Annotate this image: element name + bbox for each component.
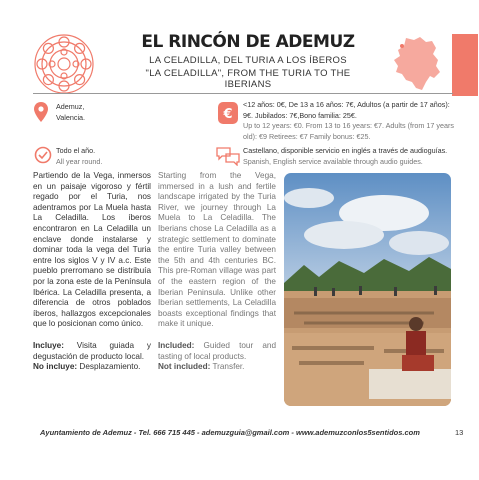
location-text <box>56 102 146 123</box>
language-es: Castellano, disponible servicio en inglés a través de audioguías. <box>243 146 448 155</box>
svg-text:€: € <box>223 107 233 122</box>
location-line-1: Ademuz, <box>56 102 85 111</box>
prices-en: Up to 12 years: €0. From 13 to 16 years: €7. Adults (from 17 years old): €9 Retirees: €7 Family bonus: €25. <box>243 121 454 141</box>
season-en: All year round. <box>56 156 103 166</box>
archaeological-site-photo <box>284 173 451 406</box>
subtitle-english: "LA CELADILLA", FROM THE TURIA TO THE IBERIANS <box>145 68 351 90</box>
footer-contact: Ayuntamiento de Ademuz - Tel. 666 715 445 - ademuzguia@gmail.com - www.ademuzconlos5sentidos.com <box>40 428 420 437</box>
divider <box>33 93 453 94</box>
includes-english <box>158 341 276 373</box>
subtitle-spanish: LA CELADILLA, DEL TURIA A LOS ÍBEROS <box>149 55 347 66</box>
not-included-label: Not included: <box>158 362 211 372</box>
no-incluye-label: No incluye: <box>33 362 78 372</box>
incluye-text: Visita guiada y degustación de producto local. <box>33 341 151 361</box>
mandala-logo <box>33 33 95 95</box>
body-text-spanish: Partiendo de la Vega, inmersos en un paisaje vigoroso y fértil regado por el Turia, nos adentramos por La Muela hasta La Celadilla. Los íberos encontraron en La Celadilla un enclave donde instalarse y dominar toda la vega del Turia entre los siglos V y IV a.c. Este pueblo prerromano se distribuía por la zona este de la Península Ibérica. La Celadilla presenta, a diferencia de otros poblados íberos, hallazgos excepcionales que lo posicionan como único. <box>33 171 151 329</box>
accent-bar <box>452 34 478 96</box>
prices-es: <12 años: 0€, De 13 a 16 años: 7€, Adultos (a partir de 17 años): 9€. Jubilados: 7€,Bono familia: 25€. <box>243 100 450 120</box>
includes-spanish <box>33 341 151 373</box>
region-map <box>392 36 444 92</box>
check-circle-icon <box>34 146 52 164</box>
included-text: Guided tour and tasting of local products. <box>158 341 276 361</box>
prices-text <box>243 100 458 142</box>
language-en: Spanish, English service available through audio guides. <box>243 156 423 166</box>
speech-bubbles-icon <box>216 146 240 166</box>
season-es: Todo el año. <box>56 146 96 155</box>
euro-icon <box>218 102 238 124</box>
page-title: EL RINCÓN DE ADEMUZ <box>141 32 355 52</box>
season-text <box>56 146 156 167</box>
location-pin-icon <box>34 102 48 122</box>
included-label: Included: <box>158 341 195 350</box>
body-text-english: Starting from the Vega, immersed in a lush and fertile landscape irrigated by the Turia River, we journey through La Muela to La Celadilla. The Iberians chose La Celadilla as a strategic settlement to dominate the entire Turia valley between the 5th and 4th centuries BC. This pre-Roman village was part of the eastern region of the Iberian Peninsula. Unlike other Iberian settlements, La Celadilla boasts exceptional findings that make it unique. <box>158 171 276 329</box>
page-number: 13 <box>455 428 464 437</box>
not-included-text: Transfer. <box>210 362 245 372</box>
language-text <box>243 146 458 167</box>
incluye-label: Incluye: <box>33 341 64 350</box>
location-line-2: Valencia. <box>56 112 86 122</box>
no-incluye-text: Desplazamiento. <box>77 362 141 372</box>
